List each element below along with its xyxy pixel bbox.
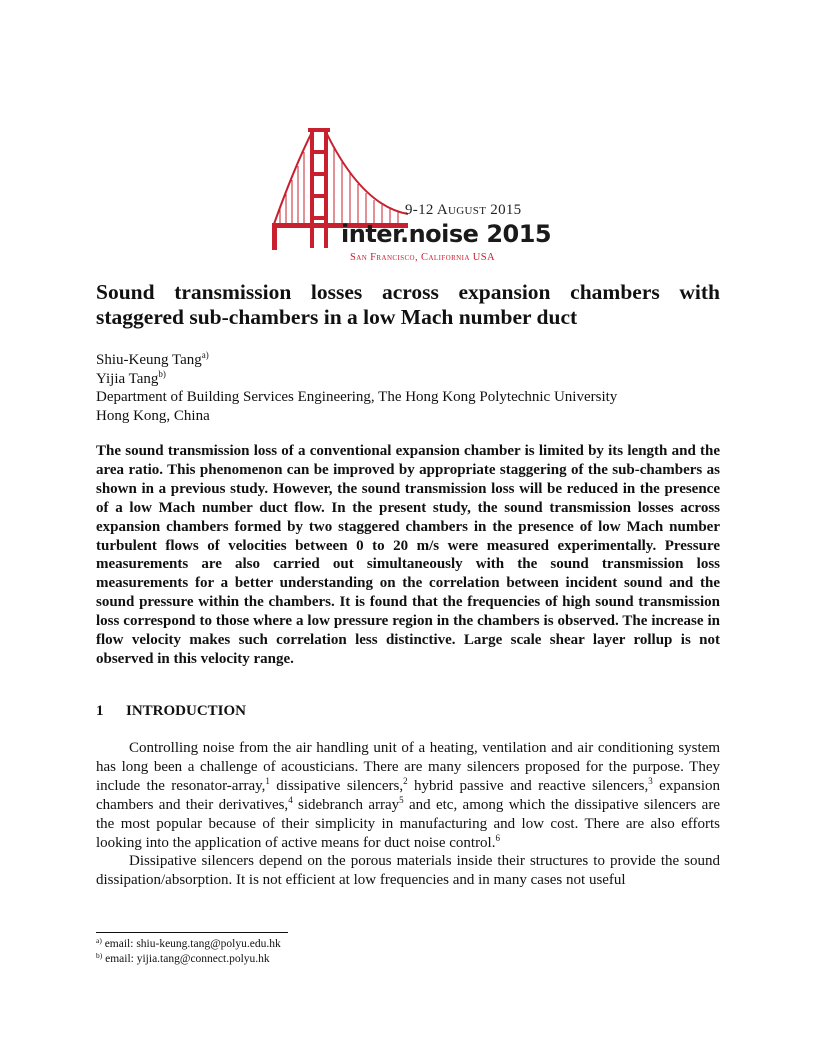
paragraph-1: Controlling noise from the air handling unit of a heating, ventilation and air conditioning system has long been a challenge of acousticians. There are many silencers proposed for the purpose. They include the resonator-array,$^1$ dissipative silencers,$^2$ hybrid passive and reactive silencers,$^3$ expansion chambers and their derivatives,$^4$ sidebranch array$^5$ and etc, among which the dissipative silencers are the most popular because of their simplicity in manufacturing and low cost. There are also efforts looking into the application of active means for duct noise control.$^6$ (96, 740, 721, 851)
citation: 2 (403, 775, 408, 786)
section-title: INTRODUCTION (126, 703, 247, 719)
affiliation-department: Department of Building Services Engineering, The Hong Kong Polytechnic University (96, 389, 618, 405)
section-number: 1 (96, 703, 104, 719)
author-1-mark: a) (201, 350, 209, 360)
author-2: Yijia Tang$^{b)}$ (96, 368, 166, 387)
citation: 1 (265, 775, 270, 786)
affiliation-city: Hong Kong, China (96, 407, 210, 424)
footnotes (96, 937, 720, 966)
citation: 6 (495, 832, 500, 843)
conference-location: San Francisco, California USA (350, 252, 496, 263)
paragraph-2: Dissipative silencers depend on the porous materials inside their structures to provide the sound dissipation/absorption. It is not efficient at low frequencies and in many cases not useful (96, 853, 720, 889)
abstract: The sound transmission loss of a conventional expansion chamber is limited by its length and the area ratio. This phenomenon can be improved by appropriate staggering of the sub-chambers as shown in a previous study. However, the sound transmission loss will be reduced in the presence of a low Mach number duct flow. In the present study, the sound transmission losses across expansion chambers formed by two staggered chambers in the presence of low Mach number turbulent flows of velocities between 0 to 20 m/s were measured experimentally. Pressure measurements are also carried out simultaneously with the sound transmission loss measurements for a better understanding on the correlation between incident sound and the sound pressure within the chambers. It is found that the frequencies of high sound transmission loss correspond to those where a low pressure region in the chambers is observed. The increase in flow velocity makes such correlation less distinctive. Large scale shear layer rollup is not observed in this velocity range. (96, 443, 720, 667)
author-block (96, 351, 720, 425)
conference-date: 9-12 August 2015 (405, 202, 522, 218)
citation: 3 (648, 775, 653, 786)
citation: 4 (288, 794, 293, 805)
section-heading (96, 703, 246, 720)
footnote-b: $^{b)}$ email: yijia.tang@connect.polyu.hk (96, 950, 270, 965)
author-2-mark: b) (158, 368, 166, 379)
body-text (96, 739, 720, 890)
conference-logo (270, 128, 550, 268)
footnote-divider (96, 932, 288, 933)
citation: 5 (399, 794, 404, 805)
footnote-a: $^{a)}$ email: shiu-keung.tang@polyu.edu.hk (96, 936, 281, 950)
conference-name: inter.noise 2015 (341, 220, 552, 248)
author-1: Shiu-Keung Tang$^{a)}$ (96, 350, 209, 368)
paper-title: Sound transmission losses across expansion chambers with staggered sub-chambers in a low Mach number duct (96, 280, 720, 329)
